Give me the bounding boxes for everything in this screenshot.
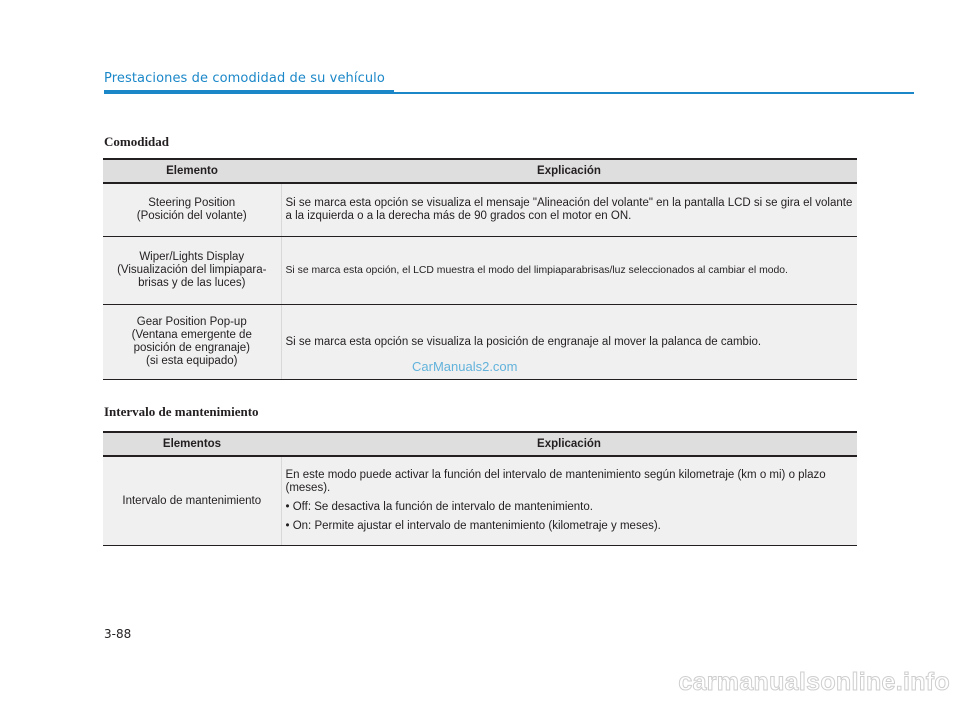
column-header-elementos: Elementos bbox=[103, 432, 281, 456]
section-title-intervalo: Intervalo de mantenimiento bbox=[104, 404, 259, 419]
element-line: Wiper/Lights Display bbox=[139, 251, 245, 263]
explanation-cell: Si se marca esta opción, el LCD muestra el modo del limpiaparabrisas/luz seleccionados al cambiar el modo. bbox=[281, 237, 857, 305]
column-header-explicacion: Explicación bbox=[281, 432, 857, 456]
column-header-elemento: Elemento bbox=[103, 159, 281, 183]
element-line: Gear Position Pop-up bbox=[136, 316, 247, 328]
element-line: Steering Position bbox=[148, 197, 236, 209]
column-header-explicacion: Explicación bbox=[281, 159, 857, 183]
watermark-text: CarManuals2.com bbox=[412, 359, 518, 374]
explanation-cell bbox=[281, 456, 857, 546]
element-line: (Ventana emergente de bbox=[131, 329, 252, 341]
explanation-paragraph: En este modo puede activar la función del intervalo de mantenimiento según kilometraje (km o mi) o plazo (meses). bbox=[285, 469, 826, 494]
element-cell bbox=[103, 237, 281, 305]
table-row bbox=[103, 456, 857, 546]
table-row bbox=[103, 237, 857, 305]
footer-watermark: carmanualsonline.info bbox=[678, 668, 950, 696]
section-title-comodidad: Comodidad bbox=[104, 134, 170, 149]
element-cell bbox=[103, 183, 281, 237]
intervalo-table bbox=[103, 431, 857, 546]
element-line: (Visualización del limpiapara- bbox=[117, 264, 267, 276]
element-line: (si esta equipado) bbox=[146, 355, 238, 367]
element-cell: Intervalo de mantenimiento bbox=[103, 456, 281, 546]
header-rule-thick bbox=[104, 90, 394, 94]
comodidad-table bbox=[103, 158, 857, 380]
element-cell bbox=[103, 305, 281, 380]
page-number: 3-88 bbox=[104, 627, 132, 641]
explanation-bullet-on: • On: Permite ajustar el intervalo de mantenimiento (kilometraje y meses). bbox=[285, 520, 661, 532]
table-header-row bbox=[103, 159, 857, 183]
explanation-cell: Si se marca esta opción se visualiza el mensaje "Alineación del volante" en la pantalla LCD si se gira el volante a la izquierda o a la derecha más de 90 grados con el motor en ON. bbox=[281, 183, 857, 237]
element-line: brisas y de las luces) bbox=[138, 277, 246, 289]
chapter-header-title: Prestaciones de comodidad de su vehículo bbox=[104, 71, 385, 86]
table-header-row bbox=[103, 432, 857, 456]
element-line: posición de engranaje) bbox=[133, 342, 250, 354]
table-row bbox=[103, 183, 857, 237]
element-line: (Posición del volante) bbox=[136, 210, 247, 222]
explanation-bullet-off: • Off: Se desactiva la función de intervalo de mantenimiento. bbox=[285, 501, 593, 513]
explanation-cell: Si se marca esta opción se visualiza la posición de engranaje al mover la palanca de cambio. bbox=[281, 305, 857, 380]
header-rule-thin bbox=[394, 92, 914, 94]
